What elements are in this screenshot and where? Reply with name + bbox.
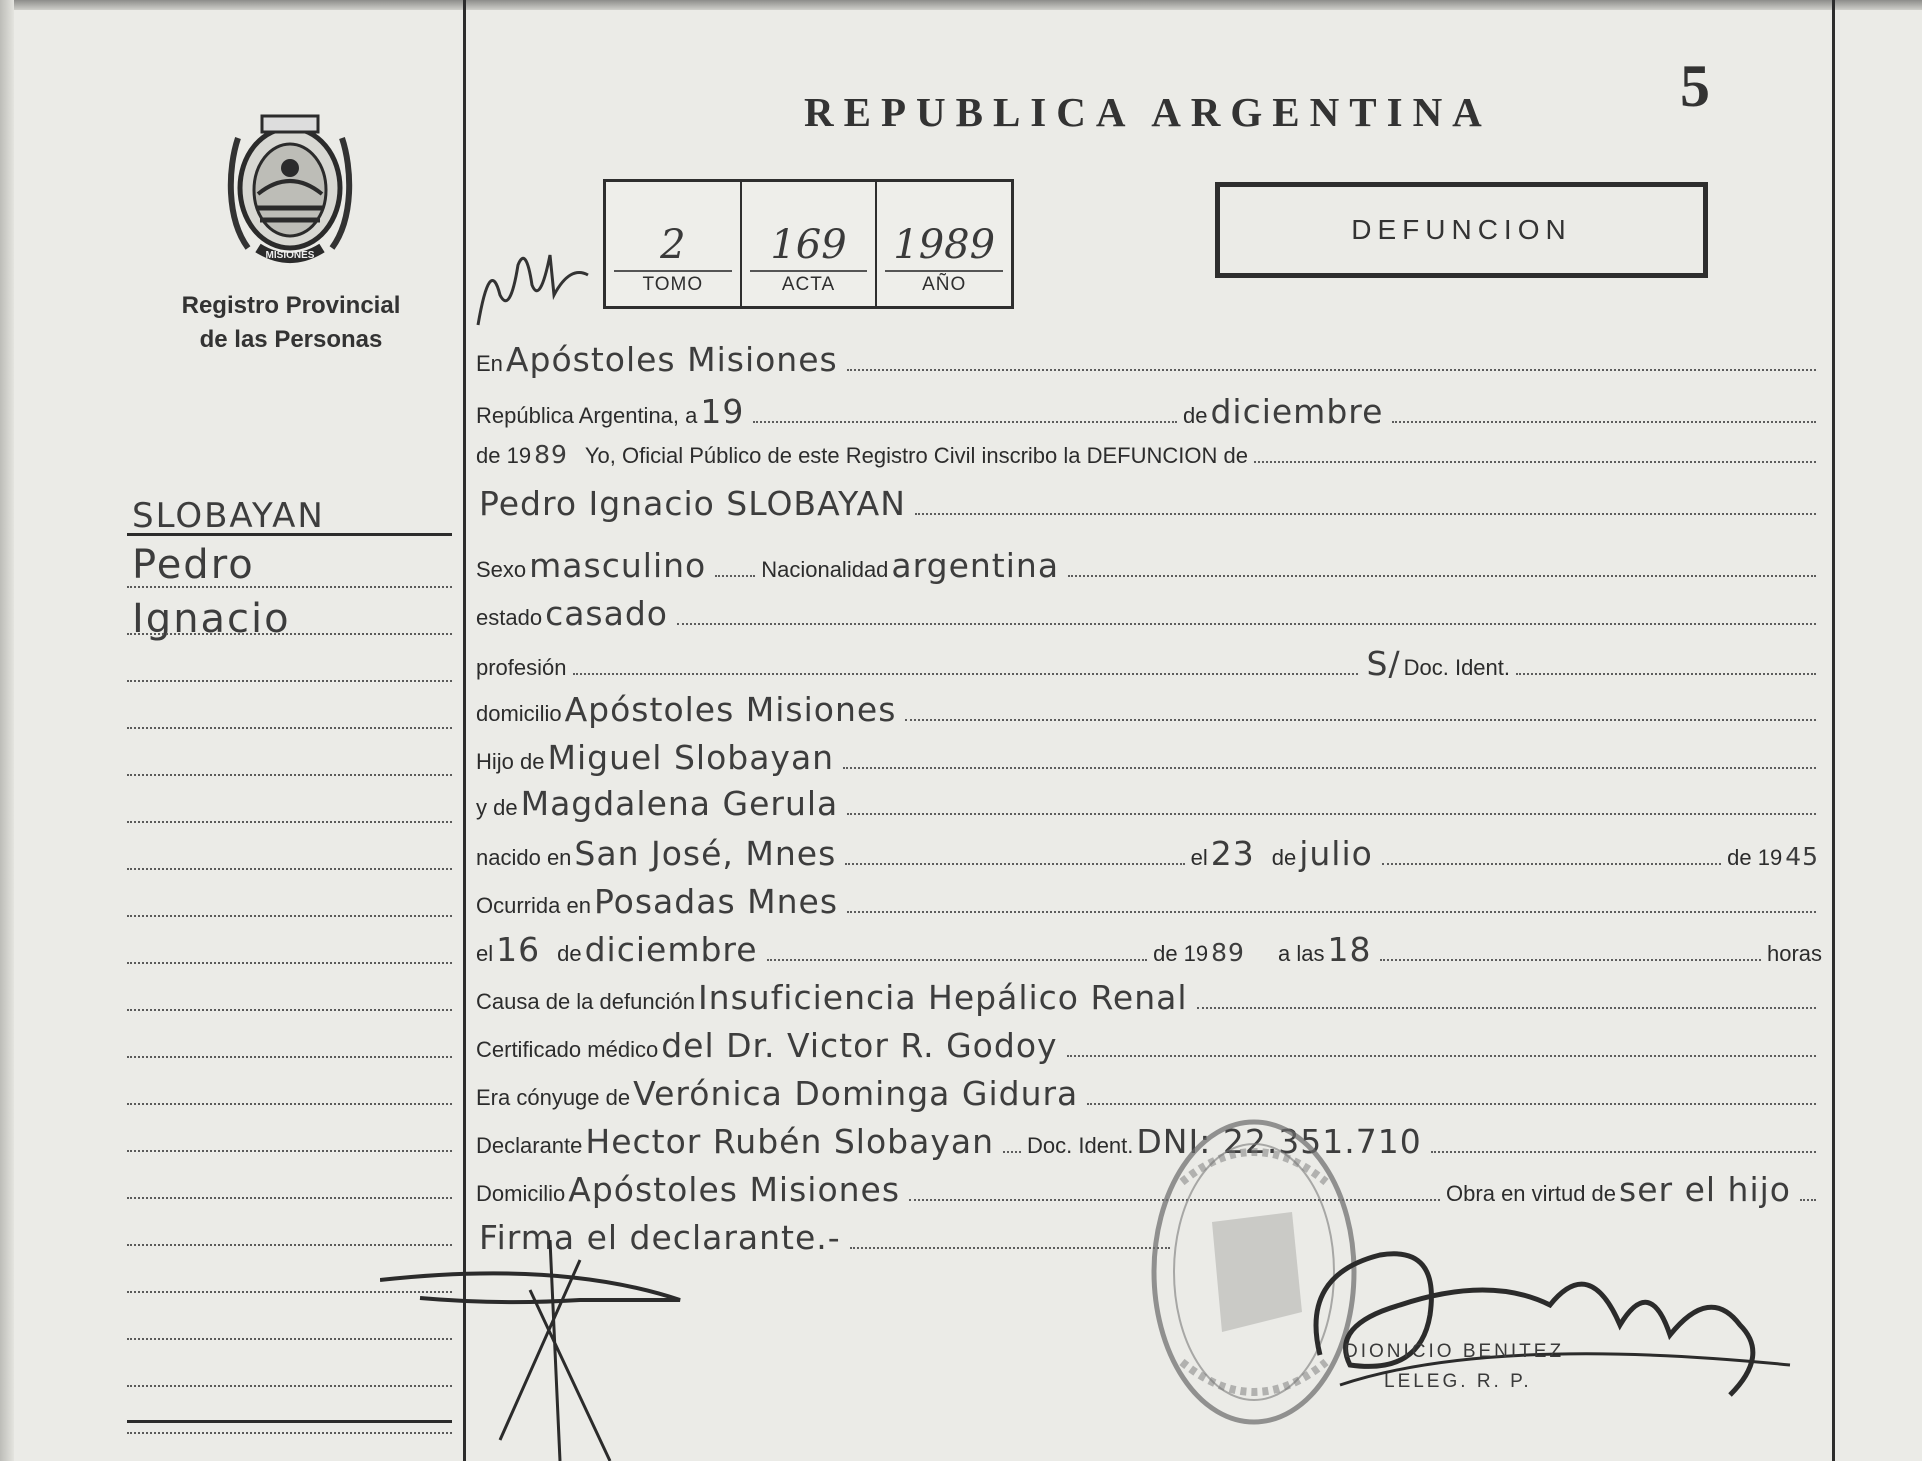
doc-ident-label: Doc. Ident. <box>1403 655 1510 680</box>
index-line <box>127 1171 452 1199</box>
death-year-suffix: 89 <box>1211 938 1245 967</box>
page-number: 5 <box>1680 53 1710 119</box>
row-domicile <box>476 690 1822 729</box>
index-line <box>127 1077 452 1105</box>
obra-label: Obra en virtud de <box>1446 1181 1617 1206</box>
ocurrida-value: Posadas Mnes <box>593 882 839 921</box>
initials-scribble-icon <box>470 235 600 335</box>
en-label: En <box>476 351 503 376</box>
causa-label: Causa de la defunción <box>476 989 695 1014</box>
seal-label: MISIONES <box>265 250 315 261</box>
row-certificate <box>476 1026 1822 1065</box>
birth-year-suffix: 45 <box>1785 842 1820 871</box>
row-inscription <box>476 440 1822 469</box>
acta-cell <box>742 182 878 306</box>
row-birth <box>476 834 1822 873</box>
nacido-en-value: San José, Mnes <box>574 834 837 873</box>
tomo-value: 2 <box>660 222 686 268</box>
ocurrida-label: Ocurrida en <box>476 893 591 918</box>
declarante-value: Hector Rubén Slobayan <box>585 1122 994 1161</box>
index-line <box>127 701 452 729</box>
birth-el-label: el <box>1190 845 1208 870</box>
index-line <box>127 936 452 964</box>
anio-cell <box>877 182 1011 306</box>
declarant-doc-value: DNI: 22.351.710 <box>1136 1122 1422 1161</box>
registry-name <box>160 289 422 357</box>
nacionalidad-label: Nacionalidad <box>761 557 889 582</box>
row-place <box>476 340 1822 379</box>
estado-label: estado <box>476 605 543 630</box>
tomo-label: TOMO <box>642 274 704 295</box>
registry-line-2: de las Personas <box>199 326 383 353</box>
de-label: de <box>1182 403 1208 428</box>
declarant-doc-label: Doc. Ident. <box>1027 1133 1134 1158</box>
y-de-label: y de <box>476 795 518 820</box>
scan-edge-top <box>0 0 1922 10</box>
index-line <box>127 983 452 1011</box>
official-seal-text <box>1344 1337 1564 1397</box>
index-line <box>127 560 452 588</box>
profesion-mark: S/ <box>1366 644 1401 683</box>
nacionalidad-value: argentina <box>891 546 1060 585</box>
index-line <box>127 889 452 917</box>
madre-value: Magdalena Gerula <box>520 784 839 823</box>
place-value: Apóstoles Misiones <box>505 340 838 379</box>
official-name: DIONICIO BENITEZ <box>1344 1341 1565 1362</box>
row-profession <box>476 644 1822 683</box>
index-line <box>127 748 452 776</box>
profesion-label: profesión <box>476 655 567 680</box>
month-value: diciembre <box>1210 392 1384 431</box>
death-de-label: de <box>557 941 582 966</box>
row-sex <box>476 546 1822 585</box>
row-spouse <box>476 1074 1822 1113</box>
scan-edge-left <box>0 0 14 1461</box>
inscription-text: Yo, Oficial Público de este Registro Civil inscribo la DEFUNCION de <box>584 443 1248 468</box>
deceased-name: Pedro Ignacio SLOBAYAN <box>479 484 906 523</box>
conyuge-label: Era cónyuge de <box>476 1085 631 1110</box>
certificado-value: del Dr. Victor R. Godoy <box>661 1026 1058 1065</box>
index-line <box>127 607 452 635</box>
index-second-name: Ignacio <box>132 596 291 642</box>
estado-value: casado <box>545 594 668 633</box>
acta-label: ACTA <box>781 274 836 295</box>
certificado-label: Certificado médico <box>476 1037 659 1062</box>
conyuge-value: Verónica Dominga Gidura <box>633 1074 1079 1113</box>
birth-day: 23 <box>1210 834 1255 873</box>
declarante-label: Declarante <box>476 1133 583 1158</box>
index-line <box>127 1030 452 1058</box>
declarant-domicilio-value: Apóstoles Misiones <box>568 1170 901 1209</box>
death-month: diciembre <box>584 930 758 969</box>
row-date <box>476 392 1822 431</box>
row-civil-status <box>476 594 1822 633</box>
sexo-label: Sexo <box>476 557 527 582</box>
year-prefix: de 19 <box>476 443 532 468</box>
row-name <box>476 484 1822 523</box>
acta-value: 169 <box>770 222 847 268</box>
tomo-cell <box>606 182 742 306</box>
right-margin-line <box>1832 0 1835 1461</box>
sexo-value: masculino <box>529 546 707 585</box>
birth-month: julio <box>1299 834 1373 873</box>
nacido-en-label: nacido en <box>476 845 572 870</box>
birth-year-prefix: de 19 <box>1727 845 1783 870</box>
declarant-signature-icon <box>380 1240 740 1461</box>
death-hour: 18 <box>1327 930 1372 969</box>
registry-line-1: Registro Provincial <box>181 292 401 319</box>
index-first-name: Pedro <box>132 542 255 588</box>
certificate-type-box <box>1215 182 1708 278</box>
index-line <box>127 842 452 870</box>
row-death-date <box>476 930 1822 969</box>
birth-de-label: de <box>1271 845 1297 870</box>
domicilio-value: Apóstoles Misiones <box>564 690 897 729</box>
row-father <box>476 738 1822 777</box>
anio-label: AÑO <box>922 274 967 295</box>
row-cause <box>476 978 1822 1017</box>
obra-value: ser el hijo <box>1619 1170 1791 1209</box>
death-el-label: el <box>476 941 494 966</box>
certificate-type: DEFUNCION <box>1351 214 1572 245</box>
index-line <box>127 1124 452 1152</box>
country-title: REPUBLICA ARGENTINA <box>804 89 1492 135</box>
day-value: 19 <box>700 392 745 431</box>
a-las-label: a las <box>1277 941 1325 966</box>
death-year-prefix: de 19 <box>1153 941 1209 966</box>
index-line <box>127 795 452 823</box>
row-occurred <box>476 882 1822 921</box>
republica-label: República Argentina, a <box>476 403 698 428</box>
misiones-coat-of-arms-icon <box>218 108 362 268</box>
causa-value: Insuficiencia Hepálico Renal <box>697 978 1188 1017</box>
firma-note: Firma el declarante.- <box>479 1218 841 1257</box>
index-line <box>127 654 452 682</box>
index-surname: SLOBAYAN <box>132 496 325 536</box>
death-day: 16 <box>496 930 541 969</box>
record-reference-box <box>603 179 1014 309</box>
year-suffix: 89 <box>534 440 568 469</box>
anio-value: 1989 <box>893 222 996 268</box>
row-mother <box>476 784 1822 823</box>
official-title: LELEG. R. P. <box>1384 1371 1532 1392</box>
horas-label: horas <box>1766 941 1822 966</box>
padre-value: Miguel Slobayan <box>547 738 835 777</box>
hijo-de-label: Hijo de <box>476 749 545 774</box>
domicilio-label: domicilio <box>476 701 562 726</box>
declarant-domicilio-label: Domicilio <box>476 1181 566 1206</box>
